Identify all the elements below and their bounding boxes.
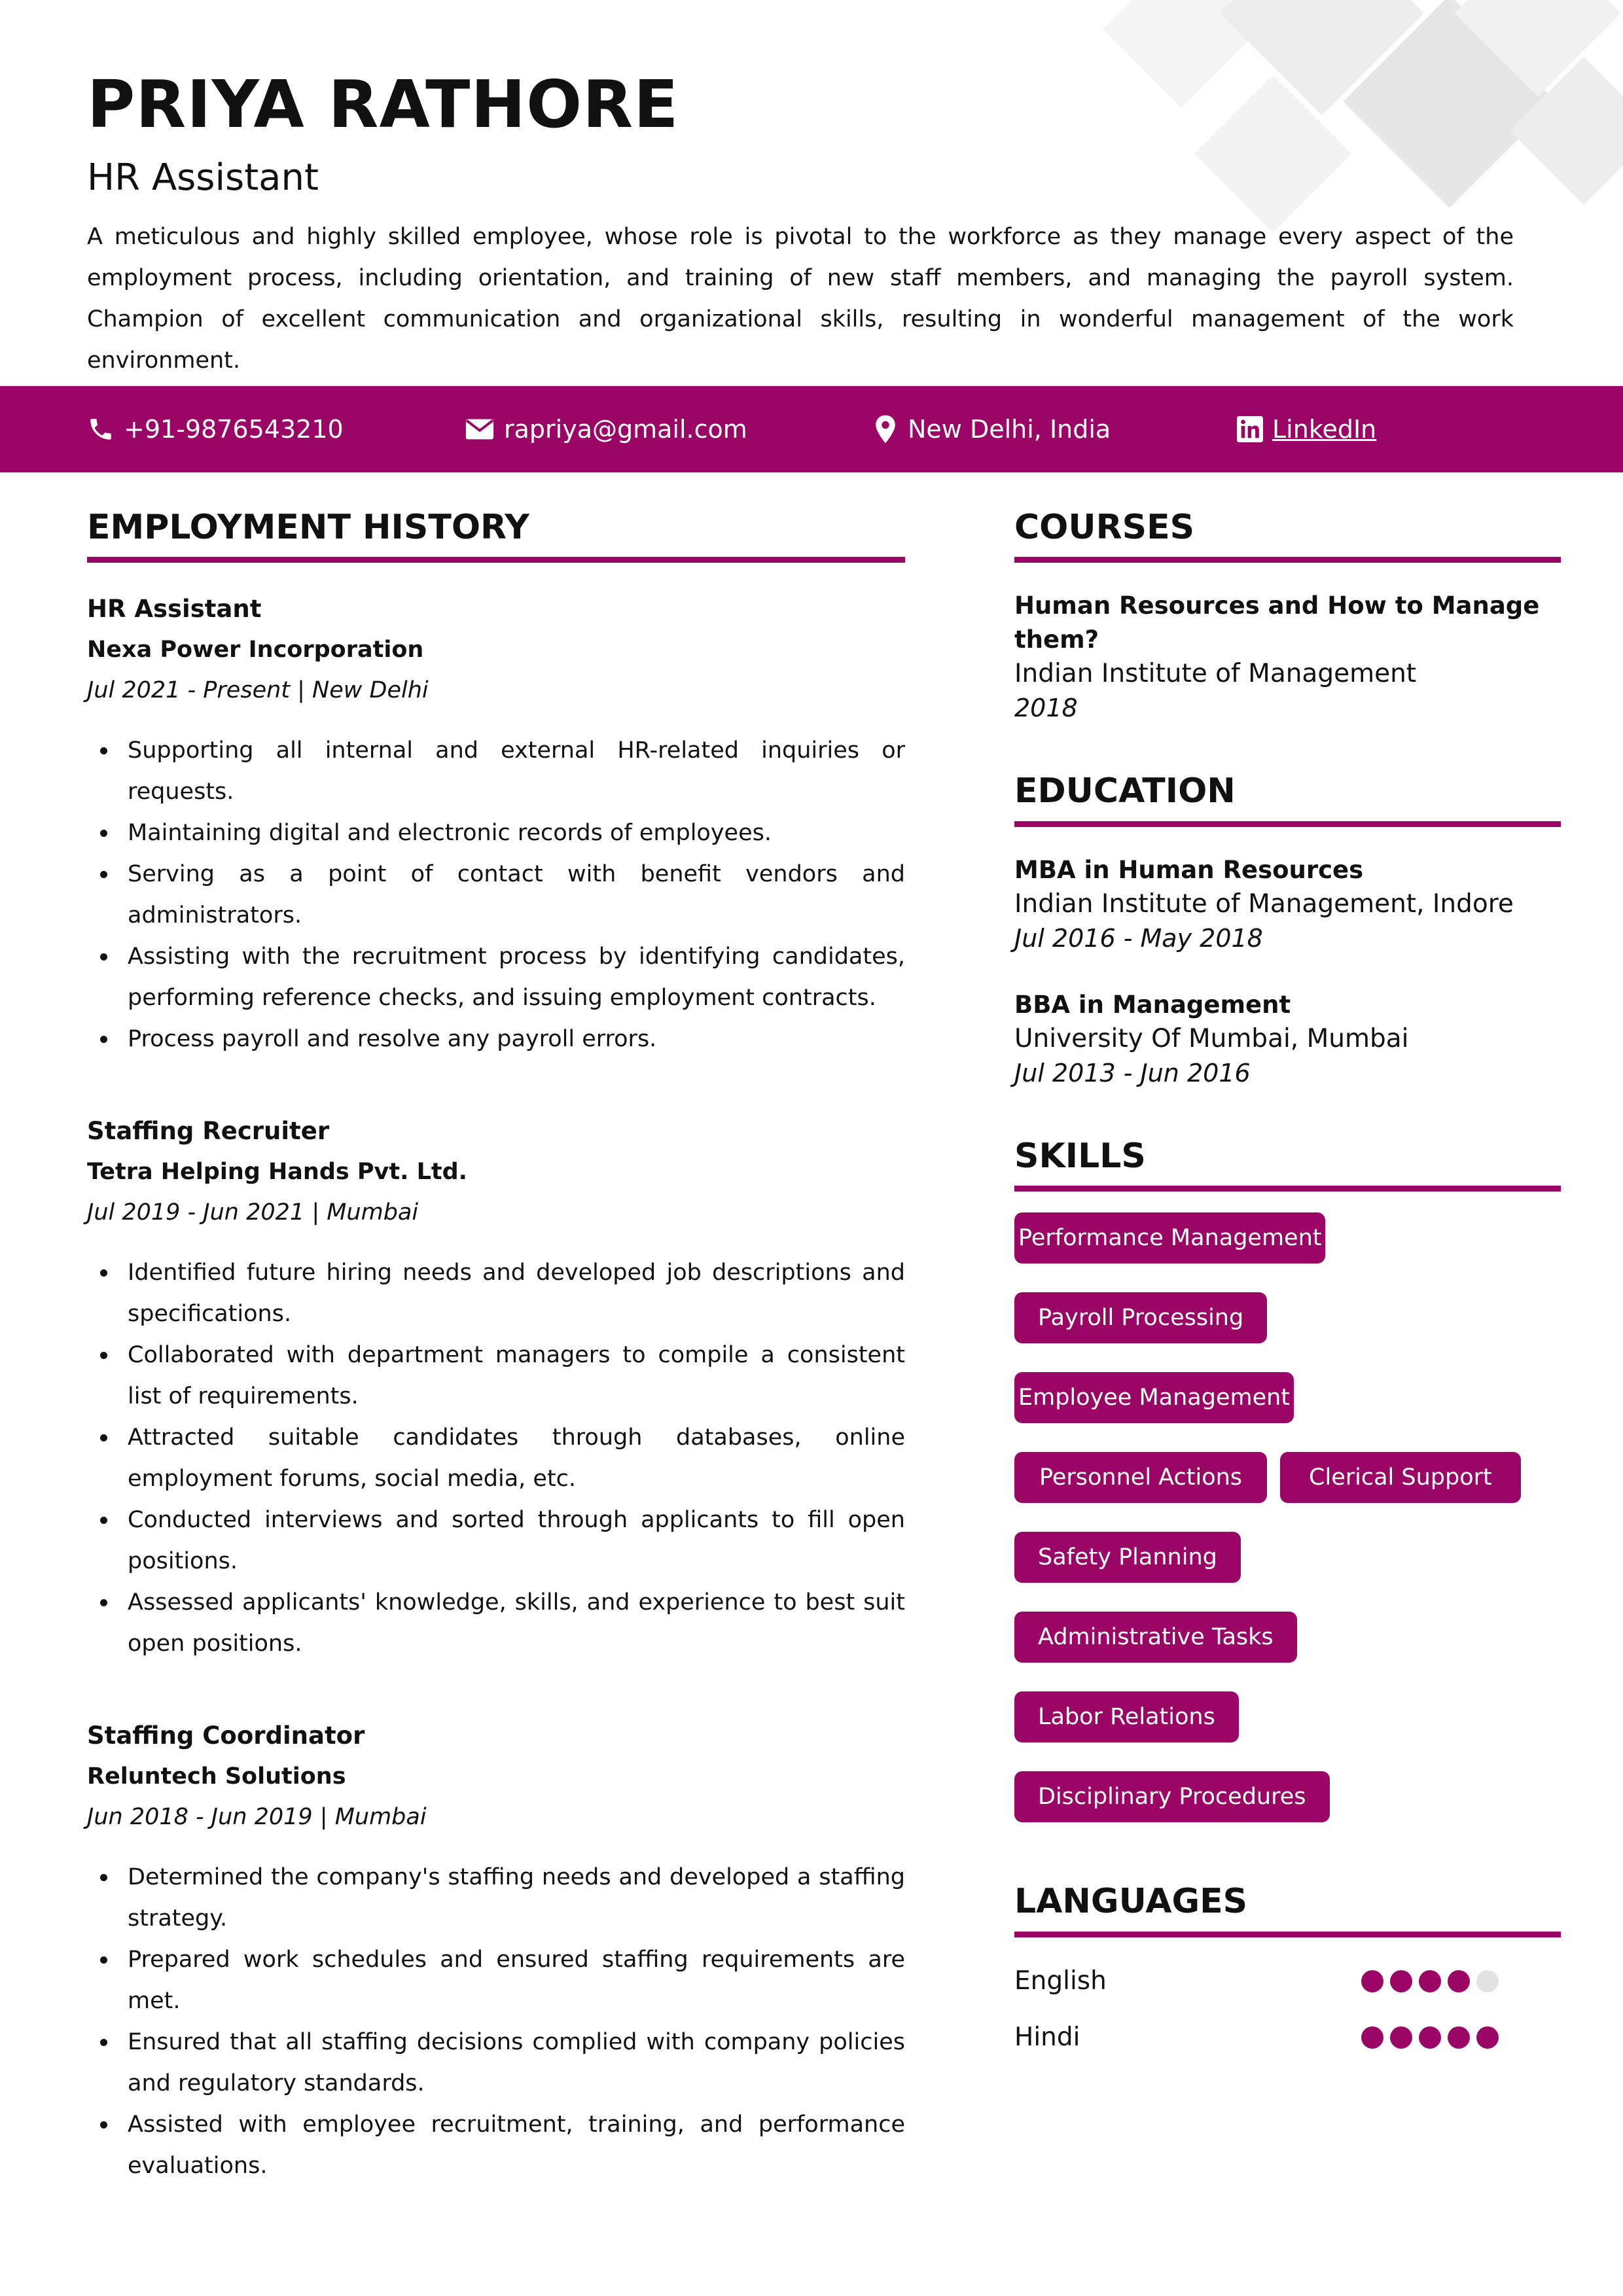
- skill-badge: Payroll Processing: [1014, 1292, 1267, 1343]
- level-dot-filled: [1448, 2026, 1470, 2049]
- bullet-item: Attracted suitable candidates through databases, online employment forums, social media, etc.: [87, 1417, 905, 1500]
- course-institution: Indian Institute of Management: [1014, 659, 1417, 689]
- skills-list: [1014, 1212, 1561, 1822]
- education-section: [1014, 771, 1561, 1089]
- skill-badge: Disciplinary Procedures: [1014, 1771, 1330, 1822]
- employment-section: [87, 507, 905, 2187]
- bullet-item: Conducted interviews and sorted through applicants to fill open positions.: [87, 1500, 905, 1582]
- job-title: Staffing Coordinator: [87, 1722, 365, 1750]
- bullet-item: Process payroll and resolve any payroll errors.: [87, 1019, 905, 1060]
- job-company: Nexa Power Incorporation: [87, 637, 424, 663]
- bullet-item: Supporting all internal and external HR-related inquiries or requests.: [87, 730, 905, 813]
- language-name: Hindi: [1014, 2022, 1080, 2053]
- course-title: Human Resources and How to Manage them?: [1014, 592, 1540, 654]
- skills-section: [1014, 1136, 1561, 1822]
- bullet-item: Assisted with employee recruitment, training, and performance evaluations.: [87, 2104, 905, 2187]
- job-entry: [87, 1716, 905, 2187]
- job-dates-location: Jul 2019 - Jun 2021 | Mumbai: [87, 1199, 419, 1226]
- phone-icon: [87, 415, 115, 443]
- location-text: New Delhi, India: [908, 415, 1111, 444]
- level-dot-filled: [1419, 2026, 1441, 2049]
- bullet-item: Determined the company's staffing needs and developed a staffing strategy.: [87, 1857, 905, 1939]
- skill-badge: Performance Management: [1014, 1212, 1325, 1263]
- education-entry: [1014, 853, 1561, 955]
- degree-institution: Indian Institute of Management, Indore: [1014, 889, 1514, 919]
- language-row: [1014, 2009, 1561, 2066]
- language-name: English: [1014, 1966, 1107, 1996]
- courses-section: [1014, 507, 1561, 725]
- job-company: Tetra Helping Hands Pvt. Ltd.: [87, 1159, 467, 1186]
- course-entry: [1014, 589, 1561, 725]
- job-title: HR Assistant: [87, 595, 262, 624]
- language-level-dots: [1361, 1970, 1499, 1992]
- language-row: [1014, 1953, 1561, 2009]
- bullet-item: Identified future hiring needs and developed job descriptions and specifications.: [87, 1252, 905, 1335]
- degree-date: Jul 2016 - May 2018: [1014, 923, 1263, 953]
- employment-title: EMPLOYMENT HISTORY: [87, 507, 905, 563]
- contact-phone[interactable]: [87, 386, 344, 472]
- email-text: rapriya@gmail.com: [504, 415, 747, 444]
- contact-email[interactable]: [465, 386, 747, 472]
- bullet-item: Collaborated with department managers to compile a consistent list of requirements.: [87, 1335, 905, 1417]
- level-dot-filled: [1361, 2026, 1383, 2049]
- education-title: EDUCATION: [1014, 771, 1561, 826]
- level-dot-filled: [1419, 1970, 1441, 1992]
- mail-icon: [465, 416, 495, 442]
- languages-title: LANGUAGES: [1014, 1881, 1561, 1937]
- language-level-dots: [1361, 2026, 1499, 2049]
- skill-badge: Clerical Support: [1280, 1452, 1521, 1503]
- skills-title: SKILLS: [1014, 1136, 1561, 1192]
- level-dot-empty: [1476, 1970, 1499, 1992]
- languages-section: [1014, 1881, 1561, 2065]
- linkedin-icon: [1237, 416, 1263, 442]
- degree-title: BBA in Management: [1014, 990, 1291, 1019]
- level-dot-filled: [1361, 1970, 1383, 1992]
- job-dates-location: Jun 2018 - Jun 2019 | Mumbai: [87, 1804, 427, 1831]
- job-bullets: [87, 730, 905, 1060]
- phone-text: +91-9876543210: [124, 415, 344, 444]
- degree-title: MBA in Human Resources: [1014, 855, 1364, 884]
- bullet-item: Maintaining digital and electronic records of employees.: [87, 813, 905, 854]
- candidate-name: PRIYA RATHORE: [87, 66, 679, 143]
- skill-badge: Employee Management: [1014, 1372, 1294, 1423]
- skill-badge: Administrative Tasks: [1014, 1612, 1297, 1663]
- bullet-item: Assisting with the recruitment process by identifying candidates, performing reference checks, and issuing employment contracts.: [87, 936, 905, 1019]
- bullet-item: Ensured that all staffing decisions complied with company policies and regulatory standards.: [87, 2022, 905, 2104]
- bullet-item: Assessed applicants' knowledge, skills, and experience to best suit open positions.: [87, 1582, 905, 1665]
- degree-institution: University Of Mumbai, Mumbai: [1014, 1023, 1409, 1053]
- bullet-item: Serving as a point of contact with benefit vendors and administrators.: [87, 854, 905, 936]
- level-dot-filled: [1476, 2026, 1499, 2049]
- professional-summary: A meticulous and highly skilled employee, whose role is pivotal to the workforce as they manage every aspect of the employment process, including orientation, and training of new staff members, and managing the payroll system. Champion of excellent communication and organizational skills, resulting in wonderful management of the work environment.: [87, 224, 1514, 374]
- skill-badge: Personnel Actions: [1014, 1452, 1267, 1503]
- right-column: [1014, 507, 1561, 2066]
- courses-title: COURSES: [1014, 507, 1561, 563]
- job-entry: [87, 1111, 905, 1665]
- level-dot-filled: [1390, 2026, 1412, 2049]
- job-entry: [87, 589, 905, 1060]
- job-title: Staffing Recruiter: [87, 1117, 330, 1146]
- job-bullets: [87, 1252, 905, 1665]
- level-dot-filled: [1390, 1970, 1412, 1992]
- resume-header: [87, 65, 1514, 381]
- contact-location: [872, 386, 1111, 472]
- job-company: Reluntech Solutions: [87, 1763, 346, 1790]
- candidate-role: HR Assistant: [87, 156, 319, 199]
- level-dot-filled: [1448, 1970, 1470, 1992]
- skill-badge: Safety Planning: [1014, 1532, 1241, 1583]
- linkedin-link[interactable]: LinkedIn: [1272, 415, 1377, 444]
- skill-badge: Labor Relations: [1014, 1691, 1239, 1742]
- degree-date: Jul 2013 - Jun 2016: [1014, 1058, 1251, 1087]
- job-dates-location: Jul 2021 - Present | New Delhi: [87, 677, 429, 704]
- bullet-item: Prepared work schedules and ensured staffing requirements are met.: [87, 1939, 905, 2022]
- contact-linkedin[interactable]: [1237, 386, 1376, 472]
- contact-bar: [0, 386, 1623, 472]
- course-date: 2018: [1014, 694, 1078, 723]
- education-entry: [1014, 988, 1561, 1090]
- job-bullets: [87, 1857, 905, 2187]
- location-pin-icon: [872, 414, 899, 444]
